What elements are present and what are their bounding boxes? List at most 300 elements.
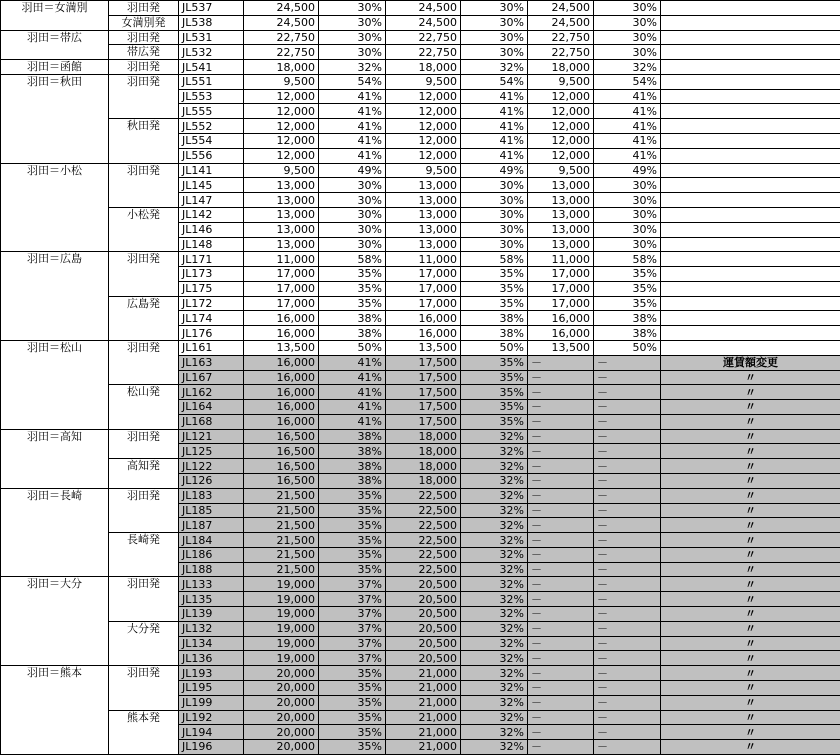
direction-label: 女満別発 <box>109 15 179 30</box>
discount-alt: 30% <box>594 237 661 252</box>
remarks <box>661 267 840 282</box>
fare-current: 21,500 <box>244 547 319 562</box>
discount-new: 32% <box>461 651 528 666</box>
table-row <box>1 252 840 267</box>
discount-alt: － <box>594 400 661 415</box>
discount-current: 35% <box>319 562 386 577</box>
discount-current: 30% <box>319 207 386 222</box>
fare-current: 12,000 <box>244 119 319 134</box>
remarks <box>661 163 840 178</box>
discount-alt: 30% <box>594 30 661 45</box>
discount-new: 30% <box>461 45 528 60</box>
fare-alt: － <box>528 503 594 518</box>
fare-new: 20,500 <box>386 607 461 622</box>
discount-new: 30% <box>461 30 528 45</box>
flight-number: JL164 <box>179 400 244 415</box>
remarks <box>661 311 840 326</box>
fare-current: 13,000 <box>244 193 319 208</box>
discount-new: 30% <box>461 178 528 193</box>
fare-current: 19,000 <box>244 621 319 636</box>
remarks <box>661 193 840 208</box>
fare-current: 13,000 <box>244 207 319 222</box>
fare-current: 20,000 <box>244 680 319 695</box>
discount-new: 32% <box>461 60 528 75</box>
flight-number: JL168 <box>179 414 244 429</box>
fare-new: 12,000 <box>386 104 461 119</box>
fare-alt: 12,000 <box>528 104 594 119</box>
fare-alt: － <box>528 680 594 695</box>
discount-alt: － <box>594 577 661 592</box>
discount-alt: 30% <box>594 193 661 208</box>
remarks: 〃 <box>661 740 840 755</box>
direction-label: 羽田発 <box>109 60 179 75</box>
discount-alt: － <box>594 547 661 562</box>
flight-number: JL145 <box>179 178 244 193</box>
fare-alt: 18,000 <box>528 60 594 75</box>
fare-new: 17,500 <box>386 414 461 429</box>
discount-alt: － <box>594 518 661 533</box>
fare-current: 16,000 <box>244 326 319 341</box>
flight-number: JL537 <box>179 1 244 16</box>
fare-alt: 16,000 <box>528 326 594 341</box>
fare-new: 12,000 <box>386 134 461 149</box>
discount-current: 38% <box>319 429 386 444</box>
table-row <box>1 429 840 444</box>
discount-new: 35% <box>461 414 528 429</box>
flight-number: JL551 <box>179 74 244 89</box>
discount-alt: 38% <box>594 311 661 326</box>
fare-current: 16,000 <box>244 414 319 429</box>
discount-current: 30% <box>319 15 386 30</box>
fare-current: 16,000 <box>244 385 319 400</box>
discount-current: 35% <box>319 267 386 282</box>
discount-current: 38% <box>319 474 386 489</box>
flight-number: JL196 <box>179 740 244 755</box>
remarks: 〃 <box>661 562 840 577</box>
remarks <box>661 148 840 163</box>
fare-current: 12,000 <box>244 134 319 149</box>
table-row <box>1 533 840 548</box>
fare-current: 20,000 <box>244 725 319 740</box>
fare-new: 24,500 <box>386 15 461 30</box>
fare-current: 13,000 <box>244 237 319 252</box>
fare-new: 16,000 <box>386 311 461 326</box>
fare-new: 17,500 <box>386 355 461 370</box>
fare-new: 18,000 <box>386 429 461 444</box>
discount-alt: － <box>594 533 661 548</box>
fare-new: 17,500 <box>386 385 461 400</box>
table-row <box>1 577 840 592</box>
route-name: 羽田＝大分 <box>1 577 109 666</box>
fare-alt: 12,000 <box>528 89 594 104</box>
fare-alt: － <box>528 459 594 474</box>
flight-number: JL541 <box>179 60 244 75</box>
discount-new: 41% <box>461 134 528 149</box>
discount-current: 30% <box>319 1 386 16</box>
discount-new: 30% <box>461 1 528 16</box>
table-row <box>1 119 840 134</box>
fare-alt: 9,500 <box>528 163 594 178</box>
flight-number: JL553 <box>179 89 244 104</box>
remarks: 〃 <box>661 533 840 548</box>
discount-alt: 30% <box>594 45 661 60</box>
fare-new: 21,000 <box>386 710 461 725</box>
remarks <box>661 104 840 119</box>
discount-current: 35% <box>319 518 386 533</box>
fare-current: 19,000 <box>244 636 319 651</box>
fare-table-body <box>1 1 840 755</box>
discount-new: 41% <box>461 148 528 163</box>
discount-alt: 58% <box>594 252 661 267</box>
fare-new: 13,000 <box>386 193 461 208</box>
fare-alt: － <box>528 355 594 370</box>
discount-alt: 30% <box>594 1 661 16</box>
fare-new: 21,000 <box>386 666 461 681</box>
remarks: 〃 <box>661 547 840 562</box>
discount-current: 37% <box>319 577 386 592</box>
remarks: 〃 <box>661 592 840 607</box>
direction-label: 羽田発 <box>109 74 179 118</box>
flight-number: JL185 <box>179 503 244 518</box>
flight-number: JL141 <box>179 163 244 178</box>
fare-alt: 24,500 <box>528 15 594 30</box>
flight-number: JL188 <box>179 562 244 577</box>
fare-alt: 12,000 <box>528 119 594 134</box>
direction-label: 帯広発 <box>109 45 179 60</box>
flight-number: JL142 <box>179 207 244 222</box>
discount-current: 35% <box>319 547 386 562</box>
flight-number: JL173 <box>179 267 244 282</box>
discount-new: 32% <box>461 725 528 740</box>
discount-current: 37% <box>319 607 386 622</box>
fare-alt: － <box>528 533 594 548</box>
remarks: 〃 <box>661 577 840 592</box>
table-row <box>1 459 840 474</box>
discount-current: 41% <box>319 148 386 163</box>
discount-current: 35% <box>319 695 386 710</box>
remarks <box>661 45 840 60</box>
discount-new: 32% <box>461 459 528 474</box>
route-name: 羽田＝長崎 <box>1 488 109 577</box>
discount-current: 35% <box>319 488 386 503</box>
discount-new: 32% <box>461 621 528 636</box>
flight-number: JL136 <box>179 651 244 666</box>
route-name: 羽田＝広島 <box>1 252 109 341</box>
remarks: 〃 <box>661 607 840 622</box>
discount-current: 38% <box>319 326 386 341</box>
flight-number: JL147 <box>179 193 244 208</box>
direction-label: 羽田発 <box>109 488 179 532</box>
remarks <box>661 1 840 16</box>
discount-current: 38% <box>319 444 386 459</box>
fare-new: 21,000 <box>386 680 461 695</box>
fare-new: 11,000 <box>386 252 461 267</box>
fare-new: 22,500 <box>386 533 461 548</box>
fare-current: 20,000 <box>244 666 319 681</box>
flight-number: JL125 <box>179 444 244 459</box>
fare-new: 21,000 <box>386 725 461 740</box>
flight-number: JL538 <box>179 15 244 30</box>
discount-new: 32% <box>461 666 528 681</box>
discount-alt: 35% <box>594 281 661 296</box>
table-row <box>1 163 840 178</box>
route-name: 羽田＝秋田 <box>1 74 109 163</box>
direction-label: 羽田発 <box>109 340 179 384</box>
discount-new: 35% <box>461 281 528 296</box>
discount-current: 54% <box>319 74 386 89</box>
fare-new: 17,500 <box>386 370 461 385</box>
fare-new: 18,000 <box>386 444 461 459</box>
fare-alt: 13,000 <box>528 207 594 222</box>
fare-new: 13,500 <box>386 340 461 355</box>
discount-new: 32% <box>461 680 528 695</box>
fare-new: 13,000 <box>386 207 461 222</box>
fare-new: 17,000 <box>386 281 461 296</box>
remarks <box>661 74 840 89</box>
fare-new: 13,000 <box>386 178 461 193</box>
flight-number: JL135 <box>179 592 244 607</box>
direction-label: 羽田発 <box>109 252 179 296</box>
remarks: 〃 <box>661 725 840 740</box>
direction-label: 長崎発 <box>109 533 179 577</box>
remarks <box>661 252 840 267</box>
discount-current: 50% <box>319 340 386 355</box>
fare-new: 18,000 <box>386 459 461 474</box>
discount-new: 54% <box>461 74 528 89</box>
discount-new: 41% <box>461 119 528 134</box>
flight-number: JL186 <box>179 547 244 562</box>
remarks: 〃 <box>661 488 840 503</box>
discount-current: 35% <box>319 710 386 725</box>
route-name: 羽田＝函館 <box>1 60 109 75</box>
discount-alt: 41% <box>594 89 661 104</box>
fare-new: 21,000 <box>386 740 461 755</box>
discount-alt: 30% <box>594 207 661 222</box>
fare-alt: － <box>528 695 594 710</box>
discount-new: 41% <box>461 104 528 119</box>
fare-alt: － <box>528 370 594 385</box>
flight-number: JL163 <box>179 355 244 370</box>
discount-new: 41% <box>461 89 528 104</box>
discount-alt: － <box>594 695 661 710</box>
discount-alt: － <box>594 710 661 725</box>
flight-number: JL126 <box>179 474 244 489</box>
fare-current: 21,500 <box>244 533 319 548</box>
remarks <box>661 340 840 355</box>
fare-current: 12,000 <box>244 104 319 119</box>
fare-alt: 9,500 <box>528 74 594 89</box>
remarks: 〃 <box>661 503 840 518</box>
table-row <box>1 621 840 636</box>
remarks: 〃 <box>661 414 840 429</box>
discount-current: 35% <box>319 296 386 311</box>
remarks: 〃 <box>661 621 840 636</box>
flight-number: JL175 <box>179 281 244 296</box>
fare-alt: 17,000 <box>528 267 594 282</box>
fare-current: 13,000 <box>244 222 319 237</box>
fare-new: 12,000 <box>386 148 461 163</box>
discount-current: 35% <box>319 503 386 518</box>
discount-new: 32% <box>461 503 528 518</box>
discount-alt: － <box>594 562 661 577</box>
fare-new: 22,500 <box>386 488 461 503</box>
fare-current: 16,000 <box>244 311 319 326</box>
discount-new: 32% <box>461 518 528 533</box>
route-name: 羽田＝帯広 <box>1 30 109 60</box>
discount-current: 32% <box>319 60 386 75</box>
fare-alt: 13,000 <box>528 193 594 208</box>
flight-number: JL134 <box>179 636 244 651</box>
discount-alt: 41% <box>594 148 661 163</box>
remarks <box>661 326 840 341</box>
route-name: 羽田＝女満別 <box>1 1 109 31</box>
table-row <box>1 710 840 725</box>
fare-alt: － <box>528 651 594 666</box>
discount-new: 30% <box>461 207 528 222</box>
fare-new: 12,000 <box>386 89 461 104</box>
fare-current: 16,500 <box>244 459 319 474</box>
discount-alt: － <box>594 592 661 607</box>
remarks: 〃 <box>661 651 840 666</box>
direction-label: 広島発 <box>109 296 179 340</box>
direction-label: 秋田発 <box>109 119 179 163</box>
fare-alt: 13,500 <box>528 340 594 355</box>
table-row <box>1 488 840 503</box>
discount-new: 32% <box>461 429 528 444</box>
remarks <box>661 237 840 252</box>
discount-current: 35% <box>319 740 386 755</box>
discount-new: 30% <box>461 237 528 252</box>
fare-new: 9,500 <box>386 163 461 178</box>
flight-number: JL183 <box>179 488 244 503</box>
remarks <box>661 222 840 237</box>
flight-number: JL133 <box>179 577 244 592</box>
flight-number: JL167 <box>179 370 244 385</box>
fare-alt: － <box>528 621 594 636</box>
fare-new: 20,500 <box>386 592 461 607</box>
fare-new: 24,500 <box>386 1 461 16</box>
fare-new: 20,500 <box>386 636 461 651</box>
remarks: 運賃額変更 <box>661 355 840 370</box>
fare-current: 17,000 <box>244 267 319 282</box>
fare-alt: － <box>528 710 594 725</box>
remarks <box>661 134 840 149</box>
table-row <box>1 1 840 16</box>
fare-new: 17,500 <box>386 400 461 415</box>
discount-alt: 50% <box>594 340 661 355</box>
discount-current: 41% <box>319 104 386 119</box>
fare-current: 9,500 <box>244 163 319 178</box>
discount-alt: － <box>594 459 661 474</box>
fare-alt: － <box>528 385 594 400</box>
table-row <box>1 74 840 89</box>
discount-new: 32% <box>461 547 528 562</box>
discount-new: 35% <box>461 267 528 282</box>
flight-number: JL555 <box>179 104 244 119</box>
discount-current: 41% <box>319 385 386 400</box>
discount-alt: － <box>594 503 661 518</box>
fare-current: 21,500 <box>244 518 319 533</box>
fare-alt: 16,000 <box>528 311 594 326</box>
discount-new: 35% <box>461 400 528 415</box>
discount-new: 32% <box>461 488 528 503</box>
fare-new: 16,000 <box>386 326 461 341</box>
discount-alt: － <box>594 607 661 622</box>
discount-current: 41% <box>319 370 386 385</box>
discount-current: 30% <box>319 193 386 208</box>
flight-number: JL554 <box>179 134 244 149</box>
fare-current: 21,500 <box>244 562 319 577</box>
fare-current: 16,500 <box>244 429 319 444</box>
remarks: 〃 <box>661 695 840 710</box>
discount-alt: － <box>594 725 661 740</box>
direction-label: 羽田発 <box>109 163 179 207</box>
remarks: 〃 <box>661 710 840 725</box>
fare-alt: 12,000 <box>528 148 594 163</box>
direction-label: 羽田発 <box>109 30 179 45</box>
discount-new: 32% <box>461 444 528 459</box>
discount-current: 41% <box>319 355 386 370</box>
flight-number: JL122 <box>179 459 244 474</box>
flight-number: JL174 <box>179 311 244 326</box>
discount-new: 32% <box>461 577 528 592</box>
flight-number: JL146 <box>179 222 244 237</box>
flight-number: JL532 <box>179 45 244 60</box>
discount-new: 38% <box>461 311 528 326</box>
flight-number: JL132 <box>179 621 244 636</box>
discount-current: 38% <box>319 459 386 474</box>
direction-label: 羽田発 <box>109 429 179 459</box>
discount-current: 37% <box>319 651 386 666</box>
fare-alt: － <box>528 400 594 415</box>
fare-current: 24,500 <box>244 15 319 30</box>
fare-current: 19,000 <box>244 651 319 666</box>
discount-current: 35% <box>319 533 386 548</box>
discount-alt: 54% <box>594 74 661 89</box>
discount-alt: － <box>594 385 661 400</box>
fare-current: 16,000 <box>244 400 319 415</box>
discount-alt: － <box>594 621 661 636</box>
remarks: 〃 <box>661 459 840 474</box>
discount-current: 37% <box>319 592 386 607</box>
fare-current: 20,000 <box>244 695 319 710</box>
discount-alt: － <box>594 680 661 695</box>
remarks: 〃 <box>661 474 840 489</box>
discount-current: 41% <box>319 400 386 415</box>
discount-alt: 41% <box>594 134 661 149</box>
route-name: 羽田＝小松 <box>1 163 109 252</box>
fare-new: 20,500 <box>386 577 461 592</box>
fare-alt: － <box>528 636 594 651</box>
remarks <box>661 60 840 75</box>
remarks: 〃 <box>661 636 840 651</box>
discount-new: 38% <box>461 326 528 341</box>
table-row <box>1 340 840 355</box>
remarks: 〃 <box>661 400 840 415</box>
flight-number: JL148 <box>179 237 244 252</box>
route-name: 羽田＝高知 <box>1 429 109 488</box>
flight-number: JL193 <box>179 666 244 681</box>
fare-new: 9,500 <box>386 74 461 89</box>
fare-alt: － <box>528 740 594 755</box>
discount-alt: 41% <box>594 104 661 119</box>
remarks: 〃 <box>661 518 840 533</box>
fare-alt: 13,000 <box>528 222 594 237</box>
fare-new: 13,000 <box>386 222 461 237</box>
discount-new: 30% <box>461 193 528 208</box>
fare-current: 20,000 <box>244 710 319 725</box>
discount-alt: － <box>594 355 661 370</box>
